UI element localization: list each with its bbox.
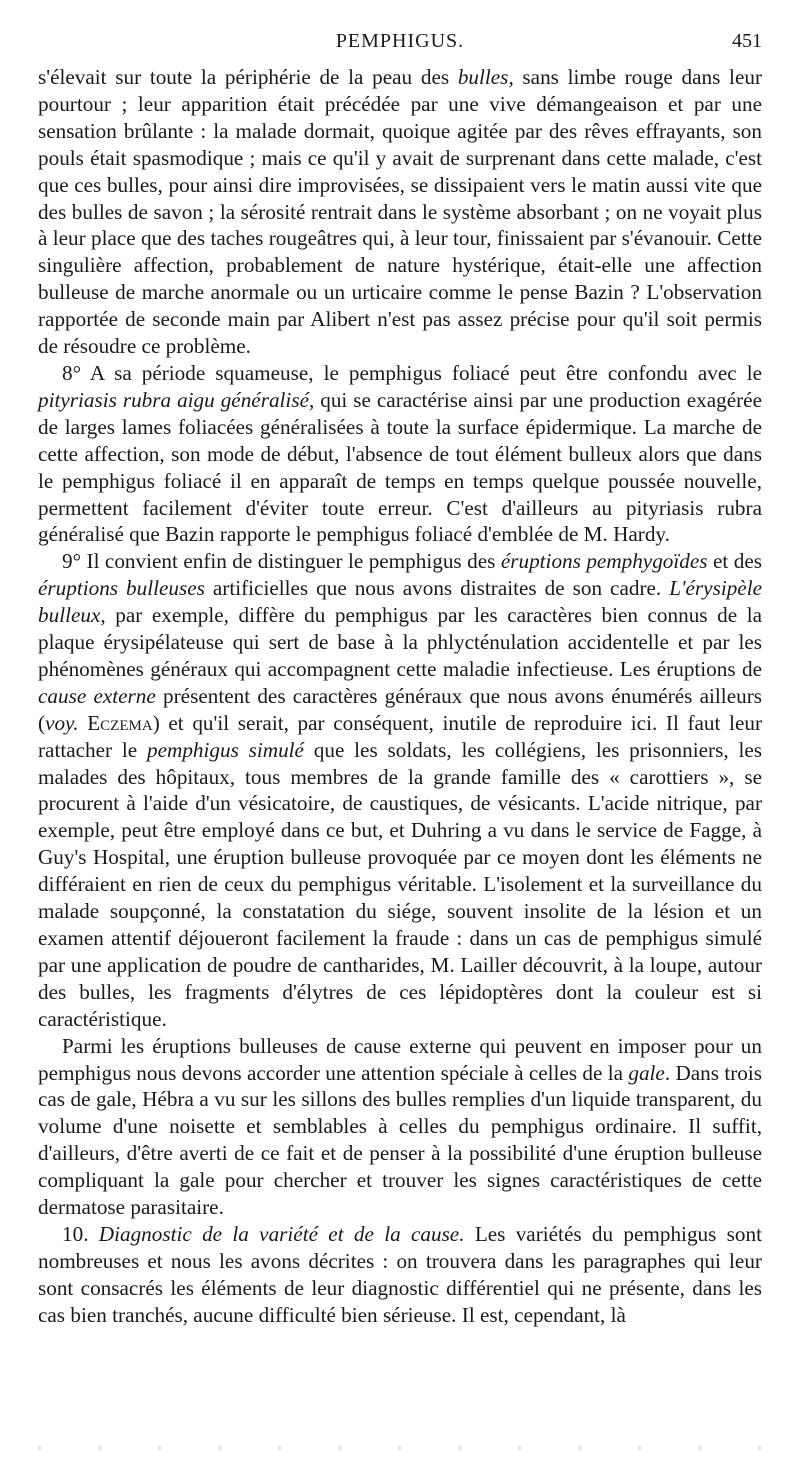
text-run: présentent des caractères généraux que nous avons énumérés ailleurs ( <box>38 683 762 735</box>
running-header <box>38 30 762 60</box>
italic-term: pityriasis rubra aigu généralisé <box>38 387 309 412</box>
text-run: artificielles que nous avons distraites de son cadre. <box>204 576 670 601</box>
text-run: s'élevait sur toute la périphérie de la peau des <box>38 65 458 89</box>
text-run: . Dans trois cas de gale, Hébra a vu sur les sillons des bulles remplies d'un liquide transparent, du volume d'une noisette et semblables à celles du pemphigus ordinaire. Il suffit, d'ailleurs, d'être averti de ce fait et de penser à la possibilité d'une éruption bulleuse compliquant la gale pour chercher et trouver les signes caractéristiques de cette dermatose parasitaire. <box>38 1060 762 1220</box>
text-run: 9° Il convient enfin de distinguer le pemphigus des <box>62 549 501 574</box>
text-run: que les soldats, les collégiens, les prisonniers, les malades des hôpitaux, tous membres de la grande famille des « carottiers », se procurent à l'aide d'un vésicatoire, de caustiques, de vésicants. L'acide nitrique, par exemple, peut être employé dans ce but, et Duhring a vu dans le service de Fagge, à Guy's Hospital, une éruption bulleuse provoquée par ce moyen dont les éléments ne différaient en rien de ceux du pemphigus véritable. L'isolement et la surveillance du malade soupçonné, la constatation du siége, souvent insolite de la lésion et un examen attentif déjoueront facilement la fraude : dans un cas de pemphigus simulé par une application de poudre de cantharides, M. Lailler découvrit, à la loupe, autour des bulles, les fragments d'élytres de ces lépidoptères dont la couleur est si caractéristique. <box>38 737 762 1031</box>
text-run: ) et qu'il serait, par conséquent, inutile de reproduire ici. Il faut leur rattacher le <box>38 710 762 762</box>
scan-specks <box>38 1446 762 1450</box>
italic-term: éruptions bulleuses <box>38 576 205 601</box>
italic-term: gale <box>628 1060 665 1085</box>
text-run: , par exemple, diffère du pemphigus par les caractères bien connus de la plaque érysipélateuse qui sert de base à la phlycténulation accidentelle et par les phénomènes généraux qui accompagnent cette maladie infectieuse. Les éruptions de <box>38 603 762 681</box>
italic-term: éruptions pemphygoïdes <box>500 549 708 574</box>
paragraph-1 <box>38 64 762 360</box>
text-run: Les variétés du pemphigus sont nombreuses et nous les avons décrites : on trouvera dans les paragraphes qui leur sont consacrés les éléments de leur diagnostic différentiel qui ne présente, dans les cas bien tranchés, aucune difficulté bien sérieuse. Il est, cependant, là <box>38 1221 762 1327</box>
text-run: 10. <box>62 1221 99 1246</box>
body-text <box>38 64 762 1329</box>
italic-term: cause externe <box>38 683 156 708</box>
text-run <box>79 711 88 735</box>
italic-term: L'érysipèle bulleux <box>38 576 762 628</box>
page-number: 451 <box>732 30 762 52</box>
text-run: , sans limbe rouge dans leur pourtour ; leur apparition était précédée par une vive démangeaison et par une sensation brûlante : la malade dormait, quoique agitée par des rêves effrayants, son pouls était spasmodique ; mais ce qu'il y avait de surprenant dans cette malade, c'est que ces bulles, pour ainsi dire improvisées, se dissipaient vers le matin aussi vite que des bulles de savon ; la sérosité rentrait dans le système absorbant ; on ne voyait plus à leur place que des taches rougeâtres qui, à leur tour, finissaient par s'évanouir. Cette singulière affection, probablement de nature hystérique, était-elle une affection bulleuse de marche anormale ou un urticaire comme le pense Bazin ? L'observation rapportée de seconde main par Alibert n'est pas assez précise pour qu'il soit permis de résoudre ce problème. <box>38 65 763 359</box>
paragraph-8 <box>38 360 762 548</box>
paragraph-gale <box>38 1033 762 1221</box>
section-heading: Diagnostic de la variété et de la cause. <box>98 1221 465 1246</box>
paragraph-9 <box>38 548 762 1032</box>
small-caps-term: Eczema <box>87 710 153 735</box>
paragraph-10 <box>38 1221 762 1329</box>
text-run: et des <box>707 549 762 574</box>
text-run: , qui se caractérise ainsi par une production exagérée de larges lames foliacées généralisées à toute la surface épidermique. La marche de cette affection, son mode de début, l'absence de tout élément bulleux alors que dans le pemphigus foliacé il en apparaît de temps en temps quelque poussée nouvelle, permettent facilement d'éviter toute erreur. C'est d'ailleurs au pityriasis rubra généralisé que Bazin rapporte le pemphigus foliacé d'emblée de M. Hardy. <box>38 387 762 547</box>
text-run: 8° A sa période squameuse, le pemphigus foliacé peut être confondu avec le <box>62 360 762 385</box>
italic-term: bulles <box>457 65 509 89</box>
italic-term: pemphigus simulé <box>147 737 304 762</box>
italic-term: voy. <box>45 710 79 735</box>
text-run: Parmi les éruptions bulleuses de cause externe qui peuvent en imposer pour un pemphigus nous devons accorder une attention spéciale à celles de la <box>38 1033 762 1085</box>
running-title: PEMPHIGUS. <box>335 30 465 52</box>
